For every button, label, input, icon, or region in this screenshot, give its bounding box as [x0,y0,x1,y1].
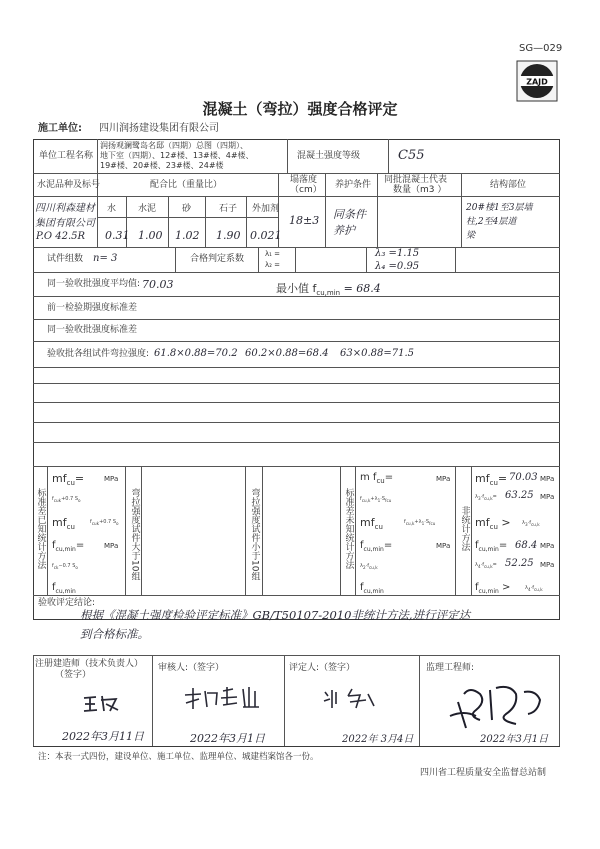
cement-value-line1: 四川利森建材 [35,203,95,214]
known-fcumin-2: $f_{cu,min}$ [52,582,76,595]
footer-note: 注：本表一式四份，建设单位、施工单位、监理单位、城建档案馆各一份。 [38,752,319,762]
slump-label-1: 塌落度 [290,175,318,185]
std-batch-label: 同一验收批强度标准差 [47,325,138,335]
result-2: 60.2×0.88=68.4 [245,348,329,359]
std-prev-label: 前一检验期强度标准差 [47,303,138,313]
results-label: 验收批各组试件弯拉强度: [47,349,150,359]
col-stone: 石子 [219,204,238,214]
nonstat-mpa-3: MPa [540,542,555,550]
avg-value: 70.03 [142,278,174,291]
min-label: 最小值 f [276,282,317,295]
part-value-3: 梁 [466,231,476,241]
sand-value: 1.02 [175,229,200,242]
svg-text:ZAJD: ZAJD [526,77,548,87]
evaluator-date: 2022年 3月4日 [342,734,414,745]
unknown-mark-1: $f_{cu,k}+\lambda_1\cdot S_{fcu}$ [360,496,392,503]
known-mfcu: $mf_{cu}=$ [52,472,85,488]
nonstat-mfcu-value: 70.03 [509,472,538,483]
volume-label-2: 数量（m3 ） [393,185,447,195]
col-additive: 外加剂 [252,204,280,214]
project-label: 单位工程名称 [39,151,94,161]
supervisor-signature [446,680,546,734]
engineer-label-1: 注册建造师（技术负责人） [35,659,144,669]
unknown-mark-2: $f_{cu,k}+\lambda_1\cdot S_{fcu}$ [404,519,436,526]
page-title: 混凝土（弯拉）强度合格评定 [202,100,398,118]
col-cement: 水泥 [138,204,157,214]
volume-label-1: 同批混凝土代表 [384,175,448,185]
part-value-1: 20#楼1至3层墙 [466,203,533,213]
unknown-mfcu-2: $mf_{cu}$ [360,516,383,532]
project-value-line1: 润扬观澜鹭岛名邸（四期）总图（四期）、 [100,141,248,150]
method-unknown-std: 标准差未知统计方法 [343,488,354,569]
nonstat-fcumin-2: $f_{cu,min}$ > [475,582,511,595]
slump-label-2: （cm） [290,185,322,195]
project-value-line3: 19#楼、20#楼、23#楼、24#楼 [100,161,224,170]
unknown-fcumin: $f_{cu,min}=$ [360,540,393,553]
unknown-mpa-2: MPa [436,542,451,550]
factor-label: 合格判定系数 [190,254,245,264]
cement-value-line2: 集团有限公司 [35,218,95,229]
known-mfcu-2: $mf_{cu}$ [52,516,75,532]
zajd-logo [516,60,558,102]
curing-label: 养护条件 [335,180,372,190]
unknown-fcumin-2: $f_{cu,min}$ [360,582,384,595]
grade-value: C55 [398,148,425,163]
conclusion-label: 验收评定结论: [38,598,96,608]
project-value-line2: 地下室（四期）、12#楼、13#楼、4#楼、 [100,151,254,160]
min-value-group [276,280,381,297]
evaluator-label: 评定人:（签字） [289,663,356,673]
nonstat-mark-2: $\lambda_3\cdot f_{cu,k}$ [522,520,540,527]
known-mark-1: $f_{cuk}+0.7$ $S_o$ [52,496,81,503]
cement-ratio-value: 1.00 [138,229,163,242]
reviewer-signature [183,685,263,715]
min-value: = 68.4 [343,282,381,295]
slump-value: 18±3 [289,214,320,227]
nonstat-mark-1: $\lambda_3\cdot f_{cu,k}=$ [475,494,497,501]
unit-label: 施工单位: [38,123,82,134]
cement-label: 水泥品种及标号 [37,180,101,190]
min-sub: cu,min [316,289,341,298]
evaluator-signature [322,686,378,714]
known-fcumin: $f_{cu,min}=$ [52,540,85,553]
nonstat-fcumin: $f_{cu,min}=$ [475,540,508,553]
unknown-mpa-1: MPa [436,475,451,483]
method-more-10: 弯拉强度试件大于10组 [129,488,140,581]
cement-value-line3: P.O 42.5R [36,231,86,242]
form-code: SG—029 [519,43,563,54]
engineer-signature [82,692,122,718]
avg-label: 同一验收批强度平均值: [47,279,141,289]
lambda-1: λ₁ = [265,250,281,258]
known-mpa-2: MPa [104,542,119,550]
engineer-date: 2022年3月11日 [62,730,144,743]
nonstat-mfcu: $mf_{cu}=$ [475,472,508,488]
lambda-3: λ₃ =1.15 [375,248,420,259]
nonstat-l4fcuk: 52.25 [505,558,534,569]
unknown-mfcu: m $f_{cu}=$ [360,472,394,485]
result-3: 63×0.88=71.5 [340,348,415,359]
supervisor-date: 2022年3月1日 [480,734,549,745]
reviewer-date: 2022年3月1日 [190,732,265,745]
nonstat-mpa-2: MPa [540,493,555,501]
nonstat-mpa-1: MPa [540,475,555,483]
conclusion-text-1: 根据《混凝土强度检验评定标准》GB/T50107-2010非统计方法,进行评定达 [80,608,471,622]
lambda-2: λ₂ = [265,261,281,269]
grade-label: 混凝土强度等级 [297,151,361,161]
count-label: 试件组数 [47,254,84,264]
col-sand: 砂 [182,204,192,214]
nonstat-mfcu-2: $mf_{cu}$ > [475,516,511,532]
ratio-label: 配合比（重量比） [150,180,223,190]
water-value: 0.31 [105,229,130,242]
known-mpa-1: MPa [104,475,119,483]
method-less-10: 弯拉强度试件小于10组 [249,488,260,581]
nonstat-fcumin-value: 68.4 [515,540,538,551]
part-label: 结构部位 [490,180,527,190]
part-value-2: 柱,2至4层道 [466,217,517,227]
curing-value-2: 养护 [333,224,355,237]
unknown-mark-3: $\lambda_2\cdot f_{cu,k}$ [360,563,378,570]
additive-value: 0.021 [250,229,282,242]
unit-value: 四川润扬建设集团有限公司 [99,123,219,134]
engineer-label-2: （签字） [55,670,92,680]
col-water: 水 [107,204,117,214]
nonstat-l3fcuk: 63.25 [505,490,534,501]
supervisor-label: 监理工程师: [426,663,475,673]
method-non-stat: 非统计方法 [459,506,470,551]
method-known-std: 标准差已知统计方法 [35,488,46,569]
count-value: n= 3 [93,253,118,264]
known-mark-3: $f_{ck}-0.7$ $S_o$ [52,563,78,570]
nonstat-mpa-4: MPa [540,561,555,569]
known-mark-2: $f_{cuk}+0.7$ $S_o$ [90,519,119,526]
lambda-4: λ₄ =0.95 [375,261,420,272]
reviewer-label: 审核人:（签字） [158,663,225,673]
nonstat-mark-3: $\lambda_4\cdot f_{cu,k}=$ [475,562,497,569]
footer-issuer: 四川省工程质量安全监督总站制 [420,768,547,778]
conclusion-text-2: 到合格标准。 [80,627,149,641]
stone-value: 1.90 [216,229,241,242]
nonstat-mark-4: $\lambda_4\cdot f_{cu,k}$ [525,585,543,592]
curing-value-1: 同条件 [333,208,366,221]
result-1: 61.8×0.88=70.2 [154,348,238,359]
